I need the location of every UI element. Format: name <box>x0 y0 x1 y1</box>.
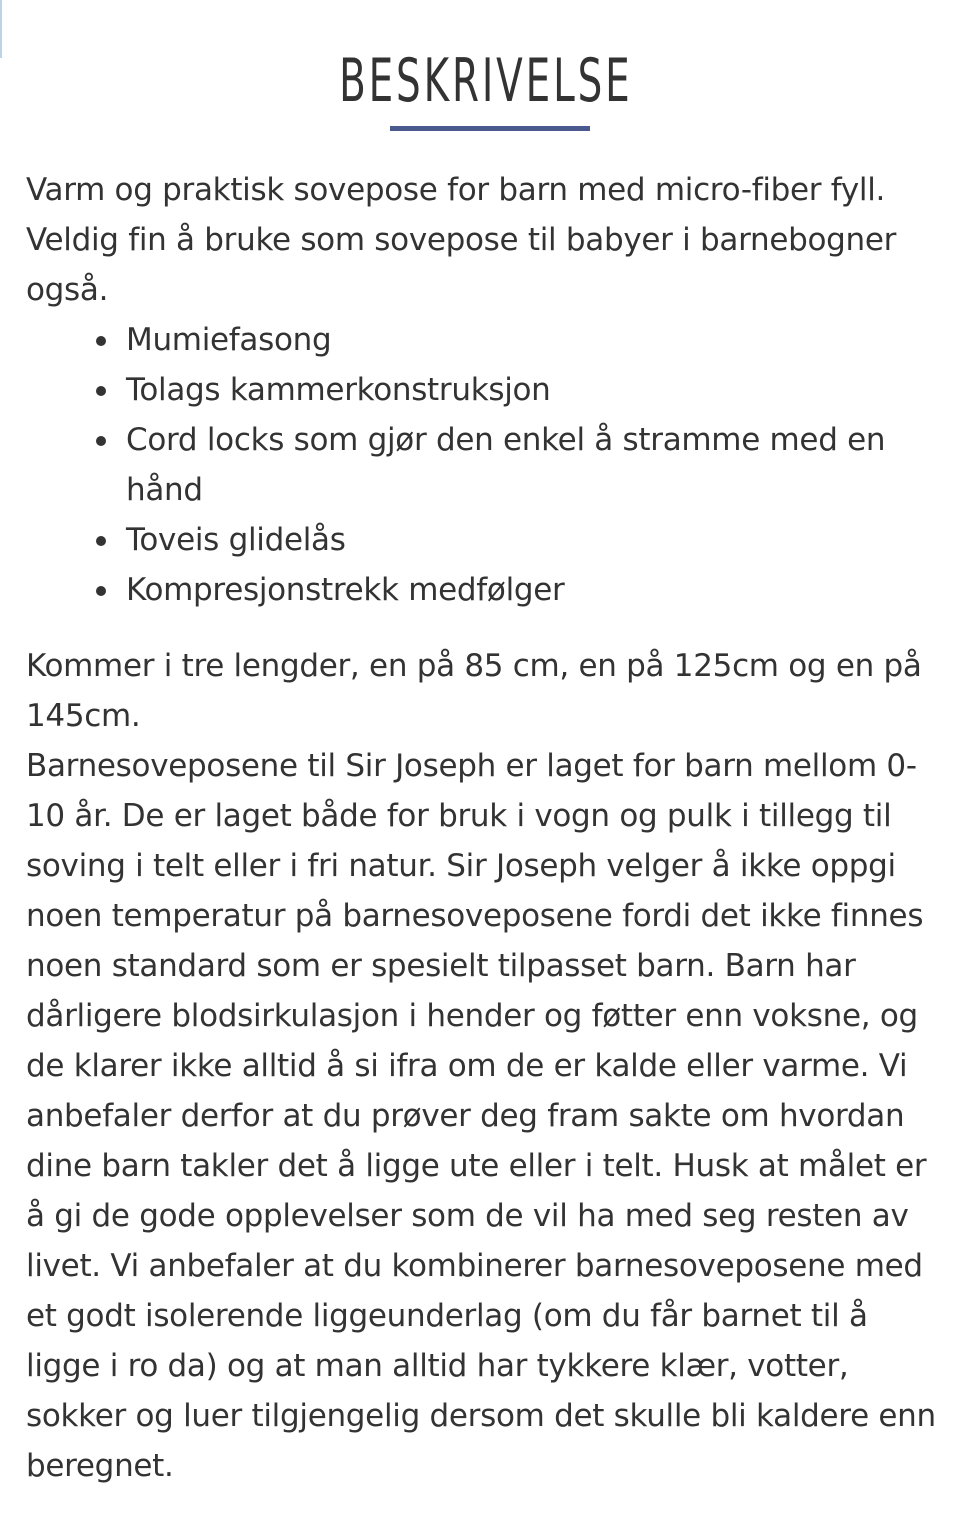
feature-item: Mumiefasong <box>126 315 946 365</box>
feature-item: Kompresjonstrekk medfølger <box>126 565 946 615</box>
left-edge-marker <box>0 0 2 58</box>
feature-item: Tolags kammerkonstruksjon <box>126 365 946 415</box>
heading-underline <box>390 126 590 131</box>
feature-list <box>26 315 946 615</box>
lengths-paragraph: Kommer i tre lengder, en på 85 cm, en på 125cm og en på 145cm. <box>26 648 922 734</box>
list-spacer <box>26 615 946 641</box>
body-paragraph: Barnesoveposene til Sir Joseph er laget for barn mellom 0-10 år. De er laget både for bruk i vogn og pulk i tillegg til soving i telt eller i fri natur. Sir Joseph velger å ikke oppgi noen temperatur på barnesoveposene fordi det ikke finnes noen standard som er spesielt tilpasset barn. Barn har dårligere blodsirkulasjon i hender og føtter enn voksne, og de klarer ikke alltid å si ifra om de er kalde eller varme. Vi anbefaler derfor at du prøver deg fram sakte om hvordan dine barn takler det å ligge ute eller i telt. Husk at målet er å gi de gode opplevelser som de vil ha med seg resten av livet. Vi anbefaler at du kombinerer barnesoveposene med et godt isolerende liggeunderlag (om du får barnet til å ligge i ro da) og at man alltid har tykkere klær, votter, sokker og luer tilgjengelig dersom det skulle bli kaldere enn beregnet. <box>26 748 936 1484</box>
heading-wrap <box>26 0 946 131</box>
feature-item: Toveis glidelås <box>126 515 946 565</box>
intro-paragraph: Varm og praktisk sovepose for barn med micro-fiber fyll. Veldig fin å bruke som sovepose til babyer i barnebogner også. <box>26 172 897 308</box>
description-section <box>26 0 946 1491</box>
description-content <box>26 165 946 1491</box>
feature-item: Cord locks som gjør den enkel å stramme med en hånd <box>126 415 946 515</box>
section-heading: BESKRIVELSE <box>339 46 633 116</box>
